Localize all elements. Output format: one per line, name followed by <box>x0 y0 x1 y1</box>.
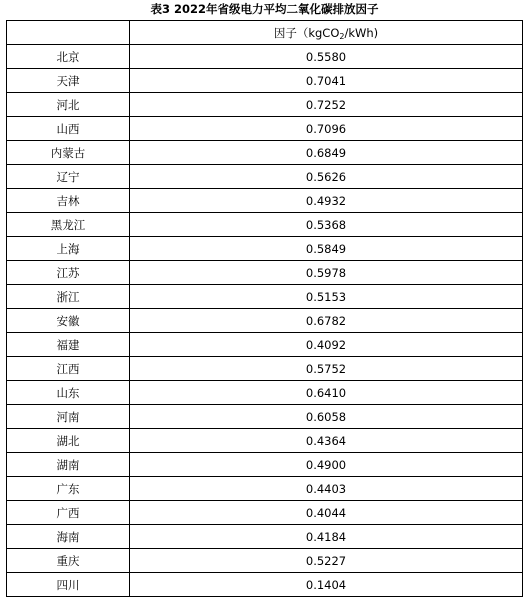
region-cell: 海南 <box>7 525 130 549</box>
factor-cell: 0.5580 <box>130 45 523 69</box>
region-cell: 上海 <box>7 237 130 261</box>
table-row <box>7 309 523 333</box>
factor-cell: 0.4364 <box>130 429 523 453</box>
factor-cell: 0.5626 <box>130 165 523 189</box>
region-cell: 山西 <box>7 117 130 141</box>
factor-cell: 0.5368 <box>130 213 523 237</box>
table-row <box>7 501 523 525</box>
table-row <box>7 429 523 453</box>
region-cell: 四川 <box>7 573 130 597</box>
region-cell: 山东 <box>7 381 130 405</box>
table-row <box>7 69 523 93</box>
table-row <box>7 141 523 165</box>
table-header-row <box>7 21 523 45</box>
region-cell: 安徽 <box>7 309 130 333</box>
region-cell: 辽宁 <box>7 165 130 189</box>
factor-cell: 0.4092 <box>130 333 523 357</box>
table-row <box>7 189 523 213</box>
table-row <box>7 525 523 549</box>
factor-cell: 0.5227 <box>130 549 523 573</box>
factor-cell: 0.5153 <box>130 285 523 309</box>
factor-cell: 0.4403 <box>130 477 523 501</box>
factor-cell: 0.4932 <box>130 189 523 213</box>
table-row <box>7 285 523 309</box>
region-cell: 湖北 <box>7 429 130 453</box>
region-cell: 河北 <box>7 93 130 117</box>
factor-cell: 0.6410 <box>130 381 523 405</box>
table-body <box>7 45 523 597</box>
region-cell: 北京 <box>7 45 130 69</box>
table-row <box>7 477 523 501</box>
table-row <box>7 261 523 285</box>
factor-cell: 0.1404 <box>130 573 523 597</box>
region-cell: 广西 <box>7 501 130 525</box>
table-row <box>7 93 523 117</box>
table-row <box>7 381 523 405</box>
region-cell: 天津 <box>7 69 130 93</box>
table-row <box>7 573 523 597</box>
table-title: 表3 2022年省级电力平均二氧化碳排放因子 <box>150 2 379 16</box>
region-cell: 福建 <box>7 333 130 357</box>
region-cell: 江西 <box>7 357 130 381</box>
region-cell: 广东 <box>7 477 130 501</box>
table-row <box>7 357 523 381</box>
region-cell: 湖南 <box>7 453 130 477</box>
factor-cell: 0.6782 <box>130 309 523 333</box>
emission-factor-table <box>6 20 523 597</box>
table-row <box>7 333 523 357</box>
factor-cell: 0.7252 <box>130 93 523 117</box>
region-cell: 内蒙古 <box>7 141 130 165</box>
region-cell: 浙江 <box>7 285 130 309</box>
region-cell: 河南 <box>7 405 130 429</box>
header-factor-suffix: /kWh) <box>344 25 379 40</box>
header-factor-subscript: 2 <box>339 31 345 41</box>
header-region-cell <box>7 21 130 45</box>
table-row <box>7 165 523 189</box>
factor-cell: 0.4044 <box>130 501 523 525</box>
factor-cell: 0.5978 <box>130 261 523 285</box>
region-cell: 江苏 <box>7 261 130 285</box>
factor-cell: 0.5752 <box>130 357 523 381</box>
factor-cell: 0.4900 <box>130 453 523 477</box>
table-row <box>7 405 523 429</box>
table-row <box>7 117 523 141</box>
factor-cell: 0.4184 <box>130 525 523 549</box>
factor-cell: 0.7096 <box>130 117 523 141</box>
table-row <box>7 237 523 261</box>
region-cell: 吉林 <box>7 189 130 213</box>
table-row <box>7 453 523 477</box>
table-row <box>7 549 523 573</box>
table-row <box>7 213 523 237</box>
table-row <box>7 45 523 69</box>
region-cell: 重庆 <box>7 549 130 573</box>
factor-cell: 0.5849 <box>130 237 523 261</box>
factor-cell: 0.6849 <box>130 141 523 165</box>
header-factor-cell <box>130 21 523 45</box>
factor-cell: 0.6058 <box>130 405 523 429</box>
region-cell: 黑龙江 <box>7 213 130 237</box>
header-factor-prefix: 因子（kgCO <box>273 25 340 40</box>
factor-cell: 0.7041 <box>130 69 523 93</box>
